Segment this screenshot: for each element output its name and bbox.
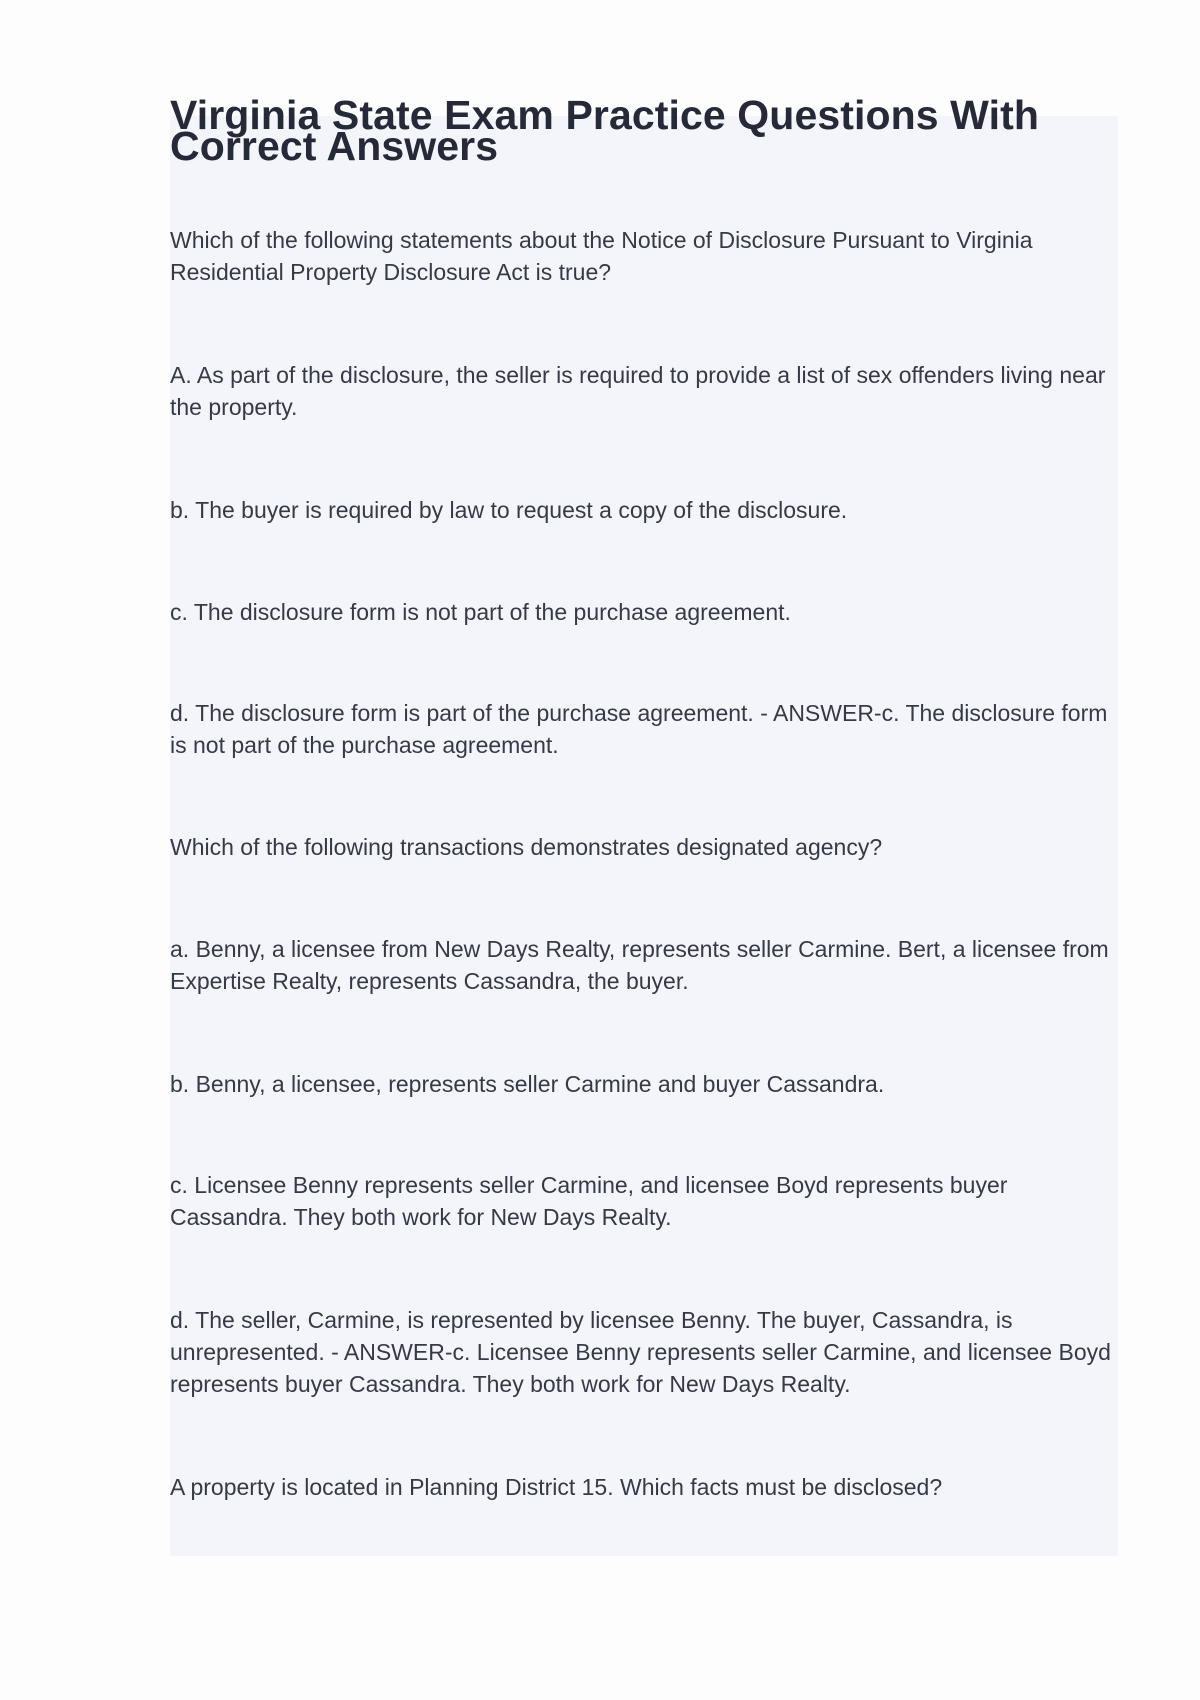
- question-1-option-d-answer: d. The disclosure form is part of the purchase agreement. - ANSWER-c. The disclosure form is not part of the purchase agreement.: [170, 700, 1108, 758]
- question-2-stem: Which of the following transactions demonstrates designated agency?: [170, 834, 883, 860]
- question-1-option-a: A. As part of the disclosure, the seller is required to provide a list of sex offenders living near the property.: [170, 362, 1106, 420]
- question-2-option-c: c. Licensee Benny represents seller Carmine, and licensee Boyd represents buyer Cassandra. They both work for New Days Realty.: [170, 1172, 1008, 1230]
- question-2-option-b: b. Benny, a licensee, represents seller Carmine and buyer Cassandra.: [170, 1071, 885, 1097]
- question-2-option-d-answer: d. The seller, Carmine, is represented by licensee Benny. The buyer, Cassandra, is unrepresented. - ANSWER-c. Licensee Benny represents seller Carmine, and licensee Boyd represents buyer Cassandra. They both work for New Days Realty.: [170, 1307, 1111, 1397]
- question-3-stem: A property is located in Planning District 15. Which facts must be disclosed?: [170, 1474, 943, 1500]
- question-1-stem: Which of the following statements about the Notice of Disclosure Pursuant to Virginia Residential Property Disclosure Act is true?: [170, 227, 1033, 285]
- question-1-option-c: c. The disclosure form is not part of the purchase agreement.: [170, 599, 791, 625]
- document-title: Virginia State Exam Practice Questions With Correct Answers: [170, 92, 1040, 169]
- question-2-option-a: a. Benny, a licensee from New Days Realty, represents seller Carmine. Bert, a licensee from Expertise Realty, represents Cassandra, the buyer.: [170, 936, 1109, 994]
- question-1-option-b: b. The buyer is required by law to request a copy of the disclosure.: [170, 497, 848, 523]
